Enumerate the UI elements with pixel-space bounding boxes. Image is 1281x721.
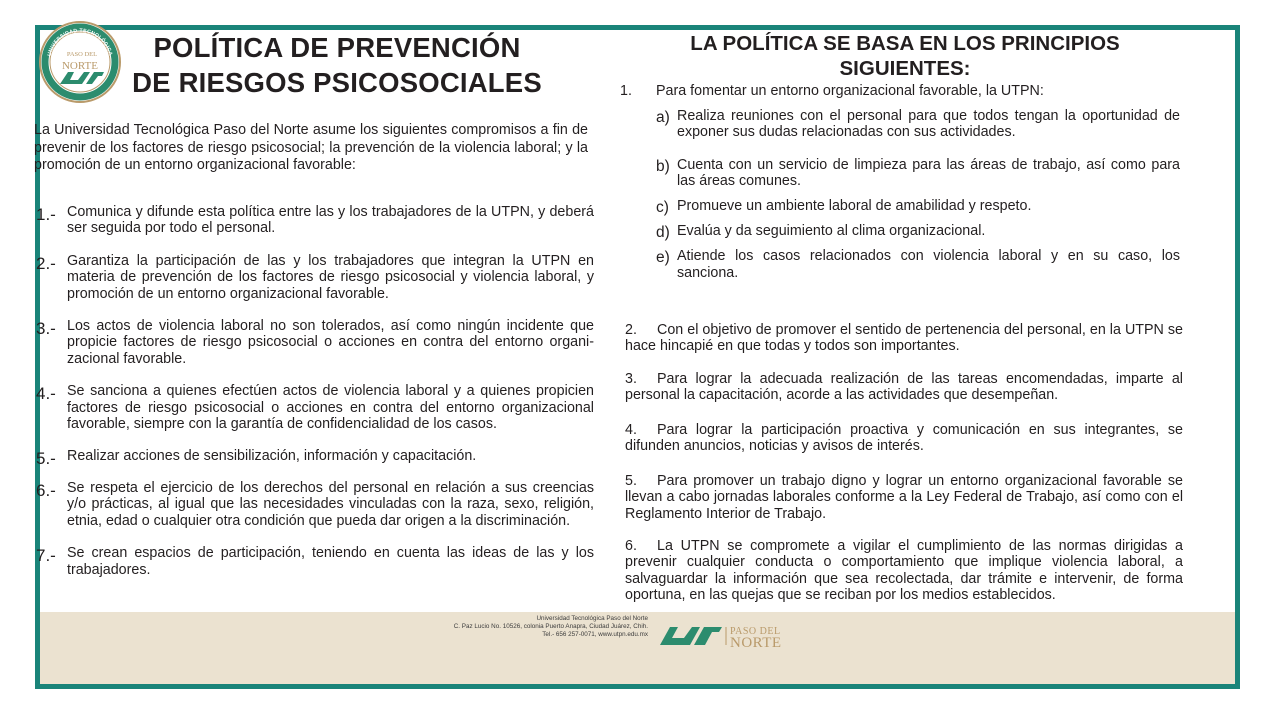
list-item — [34, 318, 594, 367]
item-number: 5.- — [36, 449, 56, 469]
sub-item-letter: e) — [656, 249, 670, 267]
item-number: 7.- — [36, 546, 56, 566]
title-line-2: DE RIESGOS PSICOSOCIALES — [132, 67, 542, 98]
item-text: Para fomentar un entorno organizacional favorable, la UTPN: — [656, 83, 1044, 99]
item-number: 2. — [625, 322, 637, 338]
list-item — [34, 480, 594, 529]
item-text: Se respeta el ejercicio de los derechos del personal en relación a sus creencias y/o prácticas, al igual que las necesidades vinculadas con la raza, sexo, religión, etnia, edad o cualquier otra condición que pueda dar origen a la discriminación. — [67, 479, 594, 529]
item-text: Comunica y difunde esta política entre las y los trabajadores de la UTPN, y deberá ser seguida por todo el personal. — [67, 204, 594, 237]
sub-item — [655, 248, 1180, 281]
principles-title — [665, 31, 1145, 81]
item-number: 4. — [625, 422, 637, 438]
principle-1 — [620, 83, 1180, 100]
page-title — [112, 30, 562, 100]
principles-title-line-1: LA POLÍTICA SE BASA EN LOS PRINCIPIOS — [690, 32, 1120, 55]
sub-item — [655, 157, 1180, 190]
list-item — [34, 545, 594, 578]
principle-2 — [625, 322, 1183, 355]
sub-item — [655, 223, 1180, 242]
sub-item — [655, 108, 1180, 141]
item-number: 1. — [620, 83, 632, 99]
seal-ring-text: UNIVERSIDAD TECNOLÓGICA — [46, 27, 114, 57]
item-number: 3.- — [36, 319, 56, 339]
item-number: 6. — [625, 538, 637, 554]
item-number: 2.- — [36, 253, 56, 273]
sub-item-letter: c) — [656, 198, 669, 216]
principle-6 — [625, 538, 1183, 604]
principles-title-line-2: SIGUIENTES: — [839, 57, 971, 80]
seal-paso-text: PASO DEL — [66, 51, 98, 58]
item-text: Los actos de violencia laboral no son tolerados, así como ningún incidente que propicie factores de riesgo psicosocial o acciones en contra del entorno organi-zacional favorable. — [67, 318, 594, 367]
sub-item-text: Promueve un ambiente laboral de amabilidad y respeto. — [677, 197, 1032, 214]
item-text: Realizar acciones de sensibilización, información y capacitación. — [67, 448, 477, 465]
sub-item-letter: b) — [656, 157, 670, 175]
list-item — [34, 383, 594, 432]
sub-item — [655, 198, 1180, 214]
item-number: 5. — [625, 473, 637, 489]
item-number: 4.- — [36, 384, 56, 404]
item-text: Para promover un trabajo digno y lograr un entorno organizacional favorable se llevan a cabo jornadas laborales conforme a la Ley Federal de Trabajo, así como con el Reglamento Interior de Trabajo. — [625, 473, 1183, 522]
footer-logo-norte: NORTE — [730, 635, 782, 649]
list-item — [34, 253, 594, 302]
utpn-footer-logo — [656, 605, 786, 649]
list-item — [34, 448, 594, 469]
footer-phone-web: Tel.- 656 257-0071, www.utpn.edu.mx — [542, 631, 648, 639]
item-number: 6.- — [36, 480, 56, 500]
sub-item-text: Atiende los casos relacionados con violencia laboral y en su caso, los sanciona. — [677, 248, 1180, 281]
item-text: Para lograr la adecuada realización de las tareas encomendadas, imparte al personal la capacitación, acorde a las actividades que desempeñan. — [625, 371, 1183, 404]
item-text: Se crean espacios de participación, teniendo en cuenta las ideas de las y los trabajadores. — [67, 545, 594, 578]
sub-item-letter: a) — [656, 109, 670, 126]
item-text: Garantiza la participación de las y los trabajadores que integran la UTPN en materia de prevención de los factores de riesgo psicosocial y violencia laboral, y promoción de un entorno organizacional favorable. — [67, 252, 594, 302]
footer-address: C. Paz Lucio No. 10526, colonia Puerto Anapra, Ciudad Juárez, Chih. — [453, 623, 648, 631]
sub-item-text: Evalúa y da seguimiento al clima organizacional. — [677, 223, 986, 240]
principle-3 — [625, 371, 1183, 404]
item-text: Con el objetivo de promover el sentido de pertenencia del personal, en la UTPN se hace hincapié en que todas y todos son importantes. — [625, 322, 1183, 355]
principle-1-sublist — [655, 108, 1180, 281]
sub-item-text: Cuenta con un servicio de limpieza para las áreas de trabajo, así como para las áreas comunes. — [677, 156, 1180, 190]
item-text: Se sanciona a quienes efectúen actos de violencia laboral y a quienes propicien factores de riesgo psicosocial o acciones en contra del entorno organizacional favorable, siempre con la garantía de confidencialidad de los casos. — [67, 383, 594, 433]
sub-item-text: Realiza reuniones con el personal para que todos tengan la oportunidad de exponer sus dudas relacionadas con sus actividades. — [677, 108, 1180, 141]
footer-university-name: Universidad Tecnológica Paso del Norte — [536, 615, 648, 622]
utpn-seal-logo — [38, 20, 122, 104]
principle-4 — [625, 422, 1183, 455]
item-number: 1.- — [36, 205, 56, 224]
footer-logo-paso: PASO DEL — [730, 626, 781, 637]
title-line-1: POLÍTICA DE PREVENCIÓN — [153, 32, 521, 63]
list-item — [34, 204, 594, 237]
item-number: 3. — [625, 371, 637, 387]
seal-norte-text: NORTE — [61, 60, 99, 72]
footer-contact — [420, 615, 648, 640]
sub-item-letter: d) — [656, 224, 670, 242]
intro-paragraph: La Universidad Tecnológica Paso del Norte asume los siguientes compromisos a fin de prevenir de los factores de riesgo psicosocial; la prevención de la violencia laboral; y la promoción de un entorno organizacional favorable: — [34, 122, 588, 174]
item-text: La UTPN se compromete a vigilar el cumplimiento de las normas dirigidas a prevenir cualquier conducta o comportamiento que implique violencia laboral, a salvaguardar la información que sea recolectada, dar trámite e intervenir, de forma oportuna, en las quejas que se reciban por los medios establecidos. — [625, 538, 1183, 604]
item-text: Para lograr la participación proactiva y comunicación en sus integrantes, se difunden anuncios, noticias y avisos de interés. — [625, 422, 1183, 455]
commitments-list — [34, 204, 594, 578]
principle-5 — [625, 473, 1183, 522]
